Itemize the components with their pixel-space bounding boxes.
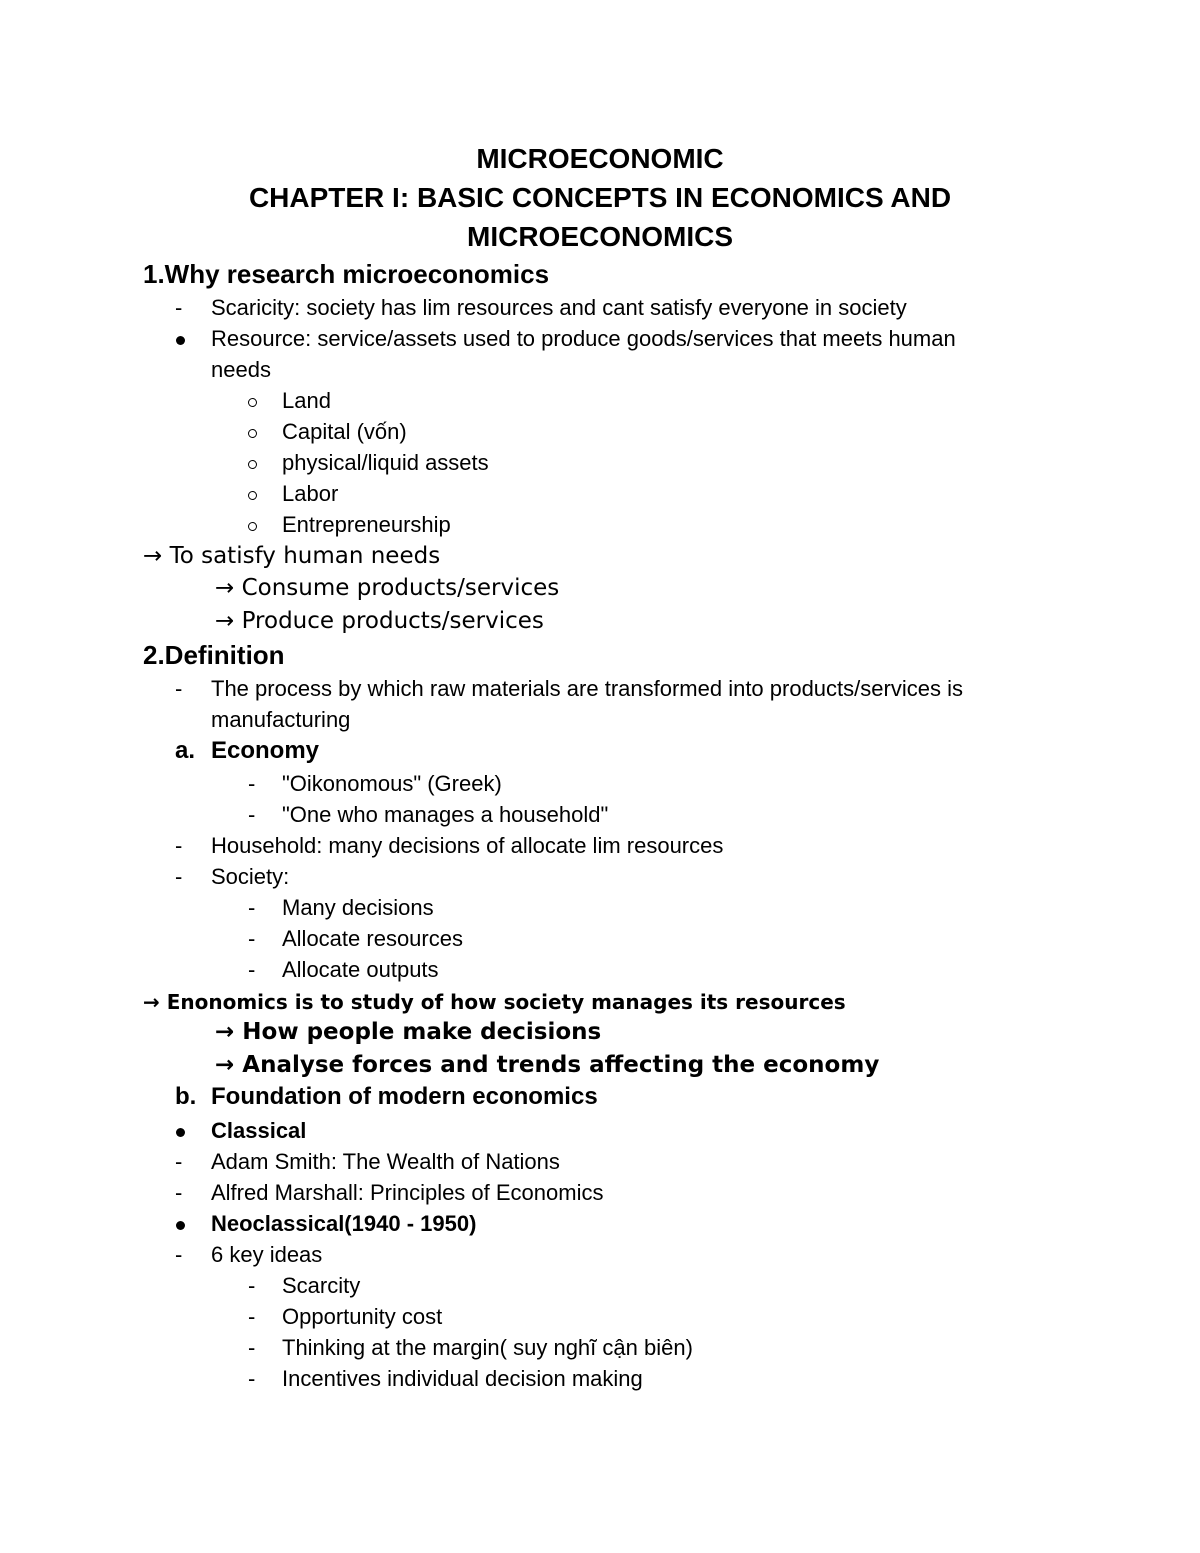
dash-marker: -: [175, 864, 183, 889]
dash-marker: -: [248, 1304, 256, 1329]
resource-item: physical/liquid assets: [282, 450, 489, 475]
subsection-title-foundation: Foundation of modern economics: [211, 1083, 598, 1110]
key-idea-item: Thinking at the margin( suy nghĩ cận biên): [282, 1335, 693, 1360]
bullet-dot-icon: [176, 1208, 185, 1239]
dash-marker: -: [248, 957, 256, 982]
dash-marker: -: [175, 1180, 183, 1205]
resource-text: Resource: service/assets used to produce goods/services that meets human: [211, 326, 956, 351]
dash-marker: -: [248, 1273, 256, 1298]
process-text: The process by which raw materials are transformed into products/services is: [211, 676, 963, 701]
dash-marker: -: [248, 1335, 256, 1360]
key-idea-item: Opportunity cost: [282, 1304, 443, 1329]
neoclassical-label: Neoclassical(1940 - 1950): [211, 1211, 477, 1236]
society-item: Allocate resources: [282, 926, 463, 951]
key-idea-item: Incentives individual decision making: [282, 1366, 643, 1391]
section-heading-1: 1.Why research microeconomics: [143, 259, 550, 289]
circle-bullet-icon: [248, 509, 257, 540]
scarcity-text: Scaricity: society has lim resources and cant satisfy everyone in society: [211, 295, 907, 320]
arrow-sub-forces: → Analyse forces and trends affecting the economy: [215, 1052, 880, 1078]
dash-marker: -: [248, 926, 256, 951]
dash-marker: -: [175, 295, 183, 320]
society-text: Society:: [211, 864, 290, 889]
bullet-dot-icon: [176, 323, 185, 354]
circle-bullet-icon: [248, 416, 257, 447]
dash-marker: -: [248, 1366, 256, 1391]
dash-marker: -: [175, 676, 183, 701]
key-idea-item: Scarcity: [282, 1273, 361, 1298]
household-text: Household: many decisions of allocate lim resources: [211, 833, 724, 858]
chapter-title-cont: MICROECONOMICS: [467, 221, 733, 252]
arrow-sub-consume: → Consume products/services: [215, 575, 560, 601]
dash-marker: -: [248, 802, 256, 827]
subsection-label-b: b.: [175, 1083, 197, 1110]
doc-title: MICROECONOMIC: [476, 143, 724, 174]
subsection-title-economy: Economy: [211, 737, 320, 764]
dash-marker: -: [248, 771, 256, 796]
arrow-sub-decisions: → How people make decisions: [215, 1019, 602, 1045]
classical-item: Alfred Marshall: Principles of Economics: [211, 1180, 604, 1205]
dash-marker: -: [175, 1149, 183, 1174]
resource-item: Capital (vốn): [282, 419, 407, 444]
classical-item: Adam Smith: The Wealth of Nations: [211, 1149, 560, 1174]
resource-item: Labor: [282, 481, 339, 506]
arrow-economics-definition: → Enonomics is to study of how society manages its resources: [143, 990, 846, 1014]
society-item: Many decisions: [282, 895, 434, 920]
economy-item: "Oikonomous" (Greek): [282, 771, 502, 796]
bullet-dot-icon: [176, 1115, 185, 1146]
dash-marker: -: [175, 833, 183, 858]
circle-bullet-icon: [248, 478, 257, 509]
circle-bullet-icon: [248, 447, 257, 478]
resource-item: Entrepreneurship: [282, 512, 451, 537]
economy-item: "One who manages a household": [282, 802, 609, 827]
arrow-conclusion: → To satisfy human needs: [143, 543, 441, 569]
dash-marker: -: [248, 895, 256, 920]
resource-item: Land: [282, 388, 331, 413]
society-item: Allocate outputs: [282, 957, 439, 982]
circle-bullet-icon: [248, 385, 257, 416]
subsection-label-a: a.: [175, 737, 196, 764]
resource-text-cont: needs: [211, 357, 271, 382]
chapter-title: CHAPTER I: BASIC CONCEPTS IN ECONOMICS AND: [248, 182, 952, 213]
key-ideas-text: 6 key ideas: [211, 1242, 323, 1267]
classical-label: Classical: [211, 1118, 307, 1143]
dash-marker: -: [175, 1242, 183, 1267]
section-heading-2: 2.Definition: [143, 640, 285, 670]
arrow-sub-produce: → Produce products/services: [215, 608, 544, 634]
process-text-cont: manufacturing: [211, 707, 351, 732]
